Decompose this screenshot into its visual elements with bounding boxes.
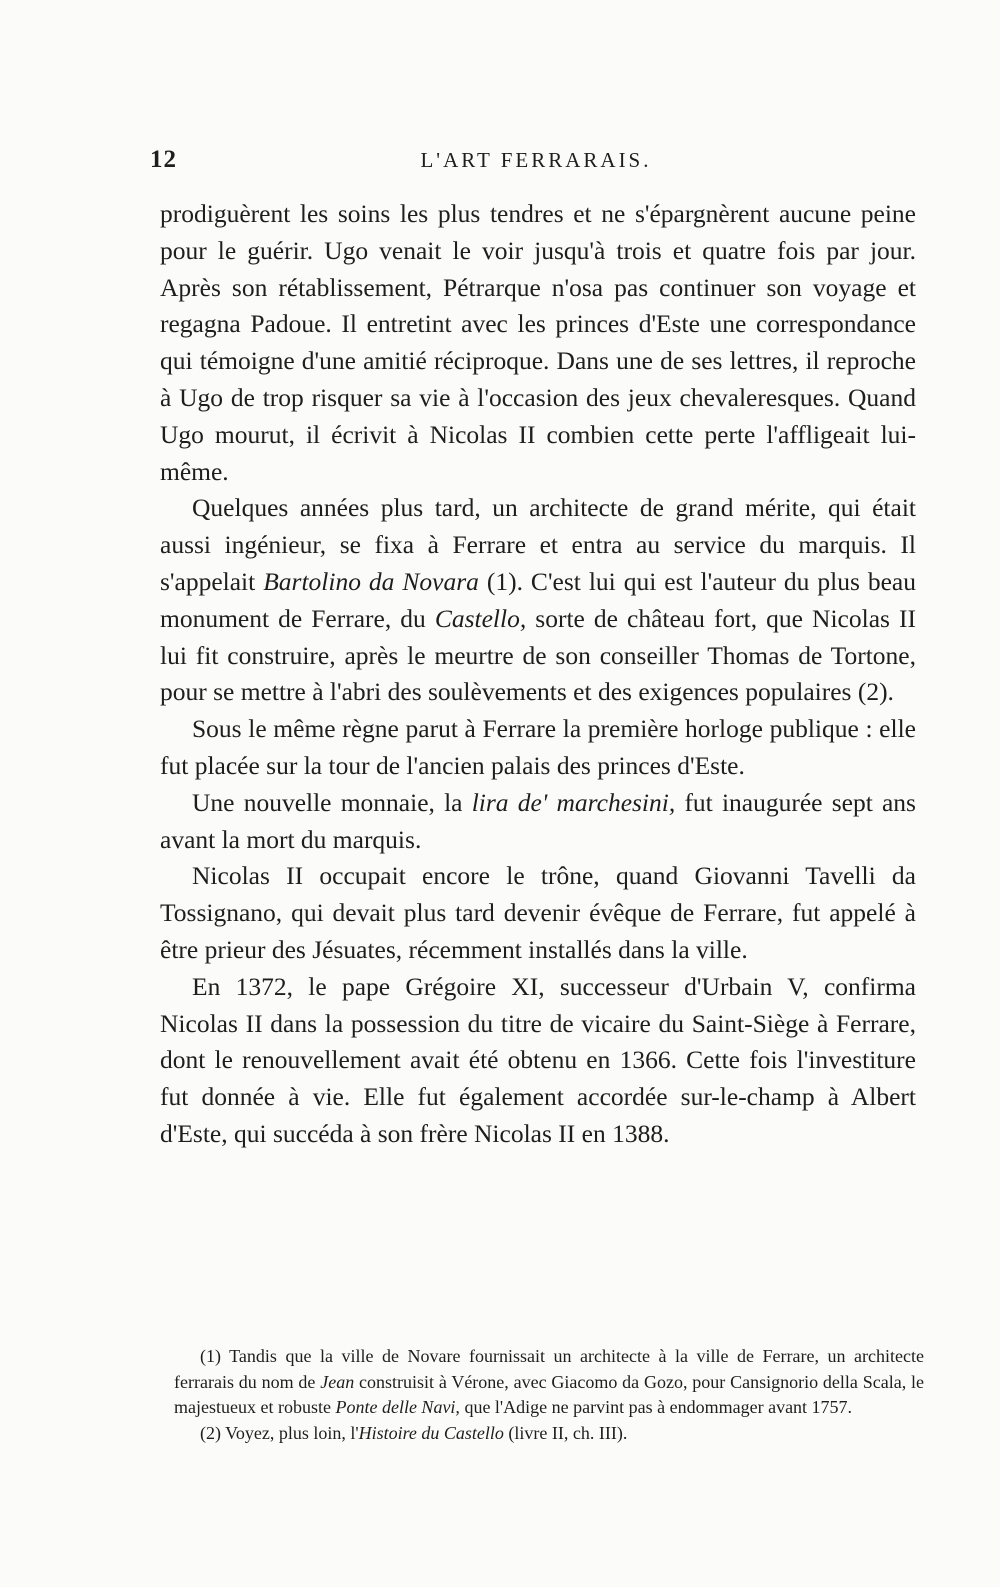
paragraph-4-text-a: Une nouvelle monnaie, la <box>192 787 472 817</box>
castello-term: Castello, <box>434 603 527 633</box>
page-number: 12 <box>150 146 177 173</box>
paragraph-6: En 1372, le pape Grégoire XI, successeur d'Urbain V, confirma Nicolas II dans la possession du titre de vicaire du Saint-Siège à Ferrare, dont le renouvellement avait été obtenu en 1366. Cette fois l'investiture fut donnée à vie. Elle fut également accordée sur-le-champ à Albert d'Este, qui succéda à son frère Nicolas II en 1388. <box>160 971 916 1148</box>
footnote-1-text-c: que l'Adige ne parvint pas à endommager avant 1757. <box>459 1397 853 1417</box>
body-text <box>160 196 916 1153</box>
running-title: L'ART FERRARAIS. <box>420 148 652 172</box>
footnote-1 <box>174 1344 924 1421</box>
lira-term: lira de' marchesini, <box>471 787 676 817</box>
architect-name: Bartolino da Novara <box>263 566 479 596</box>
paragraph-4 <box>160 785 916 859</box>
footnote-2-histoire: Histoire du Castello <box>358 1422 504 1443</box>
footnote-2-text-b: (livre II, ch. III). <box>503 1422 628 1443</box>
running-head <box>150 146 922 180</box>
paragraph-4-text-b: fut inaugurée sept ans avant la mort du marquis. <box>160 787 916 854</box>
footnote-2-text-a: (2) Voyez, plus loin, l' <box>200 1422 359 1443</box>
paragraph-3: Sous le même règne parut à Ferrare la première horloge publique : elle fut placée sur la tour de l'ancien palais des princes d'Este. <box>160 714 916 780</box>
paragraph-5: Nicolas II occupait encore le trône, quand Giovanni Tavelli da Tossignano, qui devait plus tard devenir évêque de Ferrare, fut appelé à être prieur des Jésuates, récemment installés dans la ville. <box>160 861 916 964</box>
paragraph-2-text-c: sorte de château fort, que Nicolas II lui fit construire, après le meurtre de son conseiller Thomas de Tortone, pour se mettre à l'abri des soulèvements et des exigences populaires (2). <box>160 603 916 707</box>
footnote-1-jean: Jean <box>320 1371 355 1392</box>
footnote-2 <box>174 1421 924 1447</box>
footnote-1-ponte: Ponte delle Navi, <box>335 1397 460 1417</box>
footnote-1-text-b: construisit à Vérone, avec Giacomo da Gozo, pour Cansignorio della Scala, le majestueux et robuste <box>174 1371 924 1417</box>
footnotes <box>174 1344 924 1446</box>
paragraph-2-text-a: Quelques années plus tard, un architecte de grand mérite, qui était aussi ingénieur, se fixa à Ferrare et entra au service du marquis. Il s'appelait <box>160 493 916 596</box>
paragraph-2 <box>160 490 916 711</box>
paragraph-1: prodiguèrent les soins les plus tendres et ne s'épargnèrent aucune peine pour le guérir. Ugo venait le voir jusqu'à trois et quatre fois par jour. Après son rétablissement, Pétrarque n'osa pas continuer son voyage et regagna Padoue. Il entretint avec les princes d'Este une correspondance qui témoigne d'une amitié réciproque. Dans une de ses lettres, il reproche à Ugo de trop risquer sa vie à l'occasion des jeux chevaleresques. Quand Ugo mourut, il écrivit à Nicolas II combien cette perte l'affligeait lui-même. <box>160 199 916 486</box>
paragraph-2-text-b: (1). C'est lui qui est l'auteur du plus beau monument de Ferrare, du <box>160 566 916 633</box>
footnote-1-text-a: (1) Tandis que la ville de Novare fournissait un architecte à la ville de Ferrare, un architecte ferrarais du nom de <box>174 1346 924 1392</box>
